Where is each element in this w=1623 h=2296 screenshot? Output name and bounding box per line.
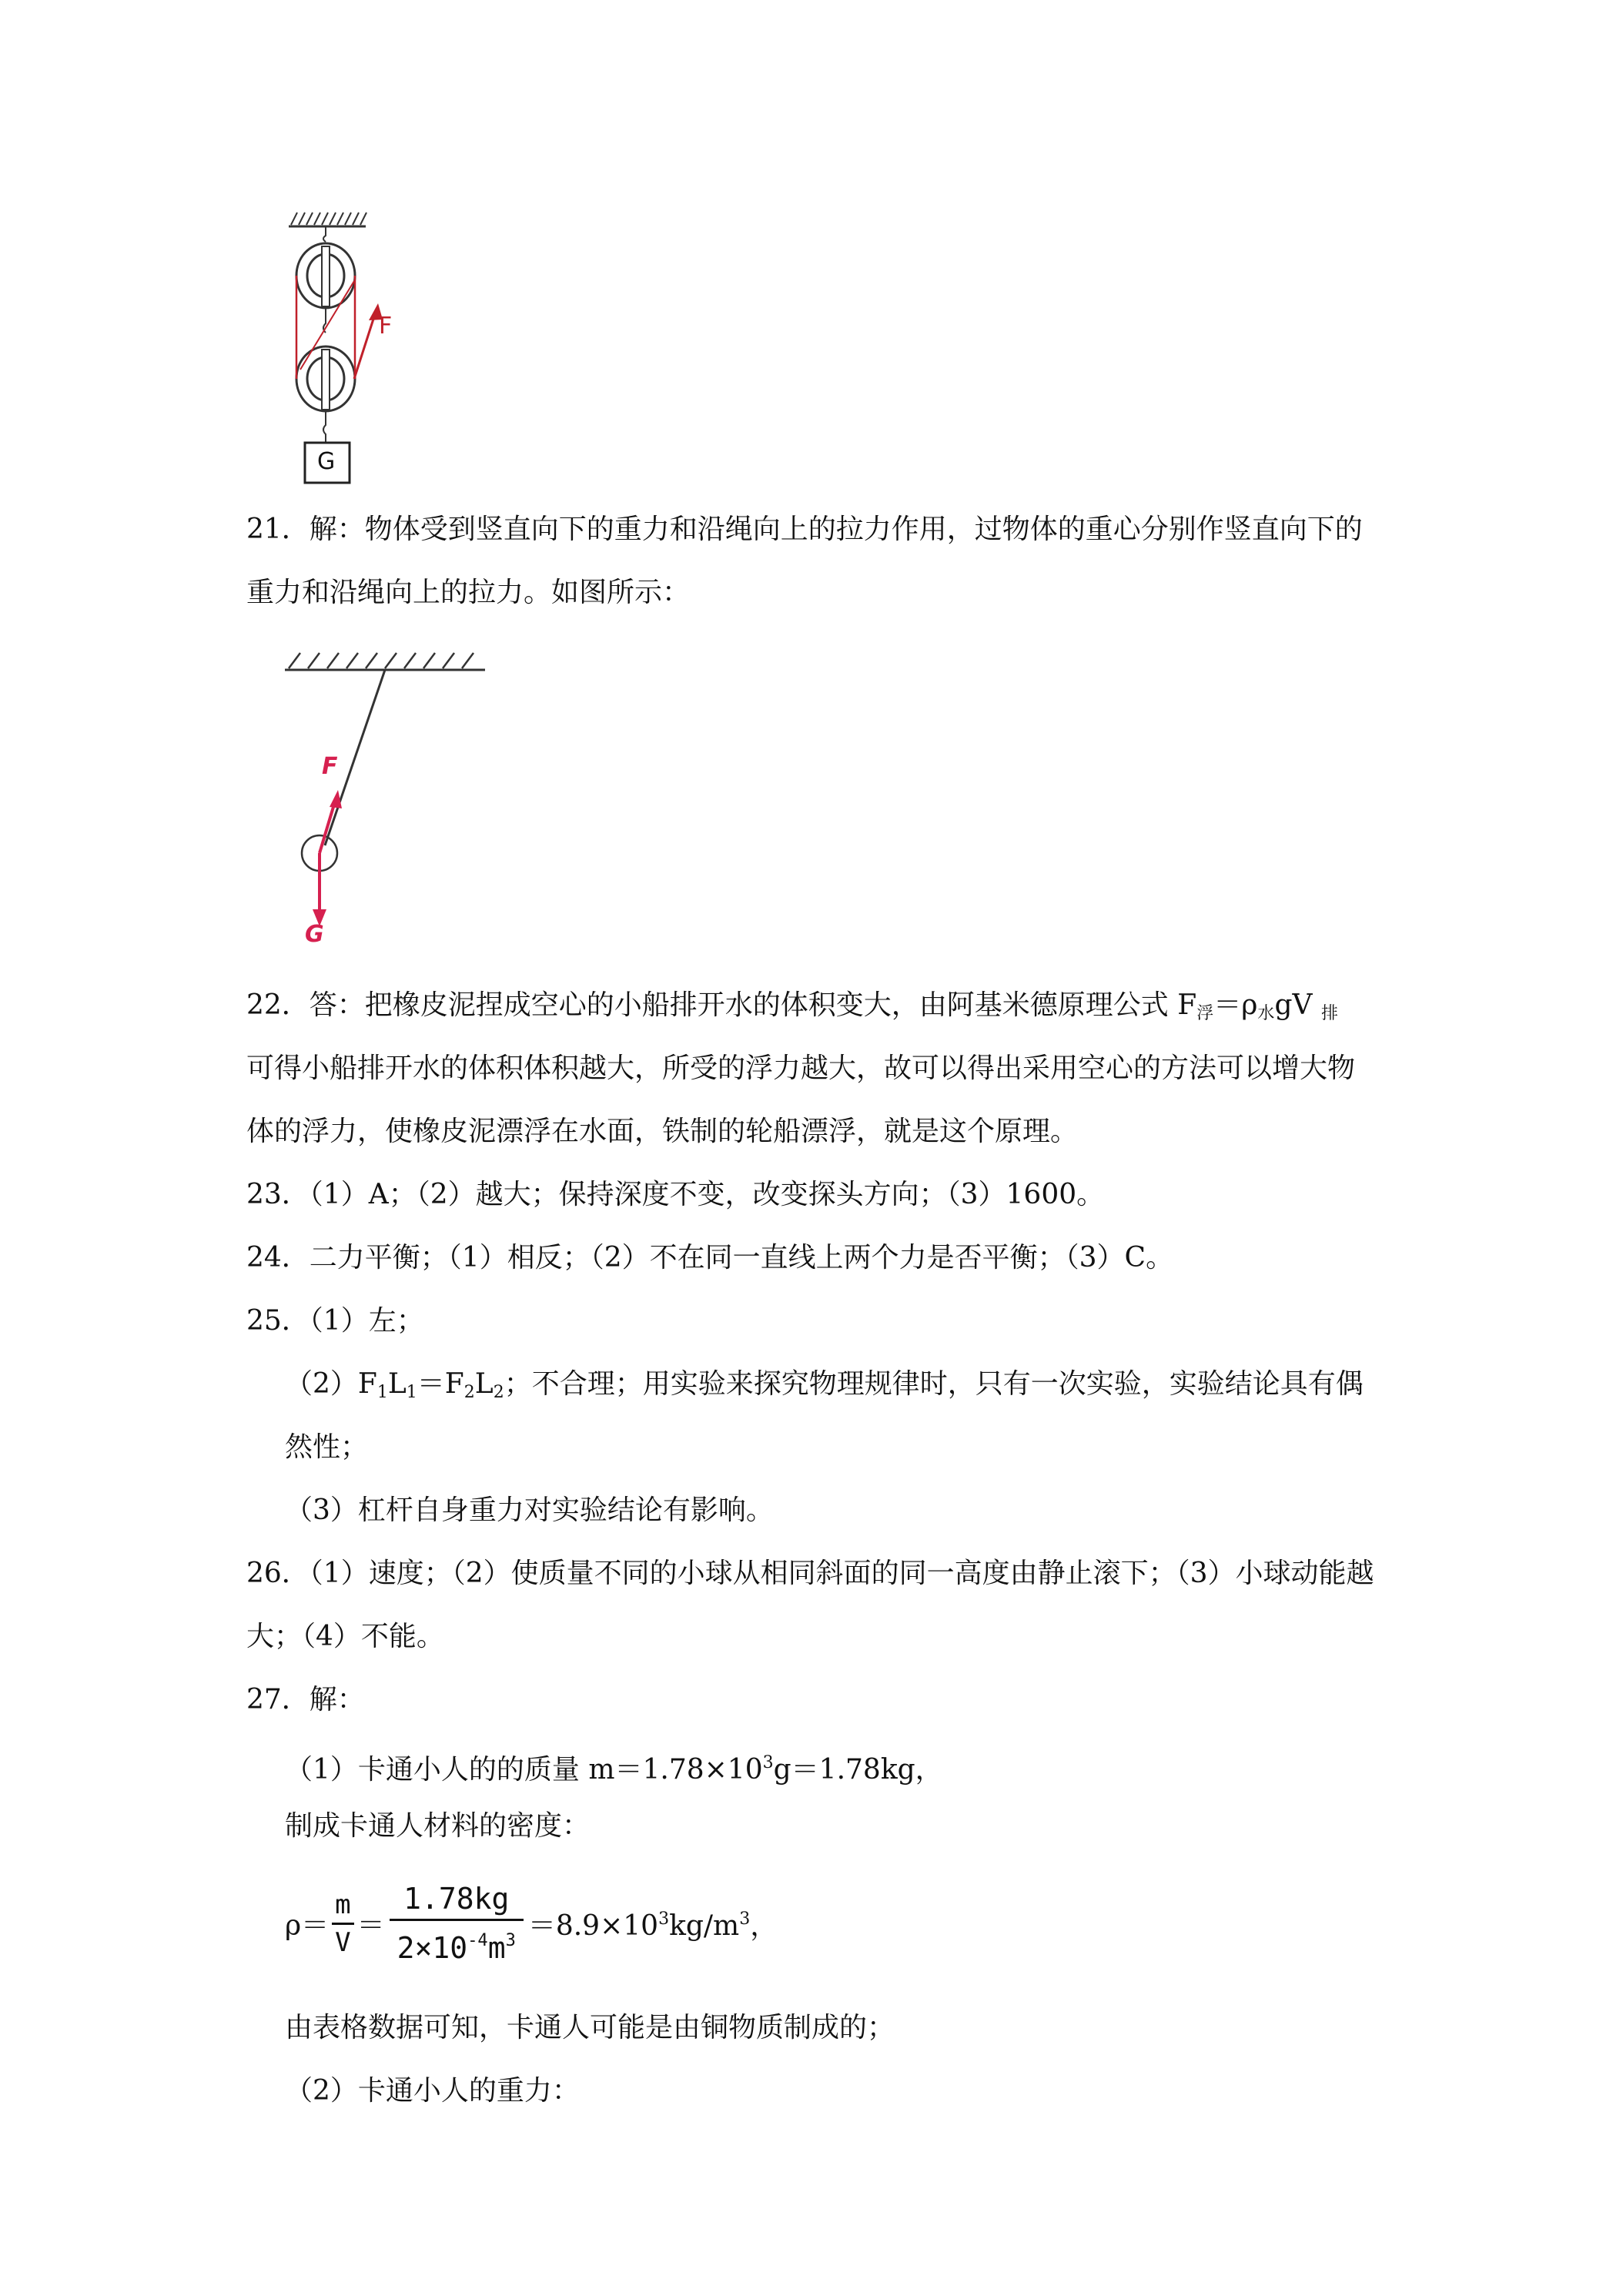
- formula-den-exp: -4: [467, 1931, 488, 1950]
- q27-line6: （2）卡通小人的重力：: [285, 2075, 580, 2107]
- q25-line2: [285, 1366, 1364, 1411]
- formula-den-m: m: [487, 1931, 506, 1965]
- q27-mass-unit: g＝1.78kg，: [773, 1754, 943, 1786]
- q27-line1: 27．解：: [246, 1684, 365, 1715]
- q22-eq: ＝ρ: [1213, 989, 1258, 1021]
- formula-denominator: [390, 1921, 524, 1968]
- formula-result-exp: 3: [658, 1909, 670, 1929]
- formula-result-post: ，: [750, 1909, 778, 1942]
- formula-numerator: 1.78kg: [390, 1879, 524, 1921]
- pulley-figure: [277, 208, 439, 493]
- pendulum-weight-label: G: [305, 921, 324, 948]
- q22-sub-water: 水: [1257, 1004, 1275, 1023]
- q26-line1: 26．（1）速度；（2）使质量不同的小球从相同斜面的同一高度由静止滚下；（3）小球动能越: [246, 1558, 1374, 1589]
- q25-line2-text: ；不合理；用实验来探究物理规律时，只有一次实验，实验结论具有偶: [504, 1368, 1364, 1400]
- q21-line2: 重力和沿绳向上的拉力。如图所示：: [246, 577, 691, 608]
- formula-eq: ＝: [356, 1909, 385, 1942]
- formula-result: [528, 1910, 778, 1942]
- q25-line1: 25．（1）左；: [246, 1305, 424, 1337]
- formula-rho: ρ＝: [285, 1909, 330, 1942]
- q25-sub4: 2: [493, 1383, 504, 1402]
- q22-sub-float: 浮: [1196, 1004, 1214, 1023]
- q22-line1: [246, 987, 1338, 1033]
- q25-sub2: 1: [406, 1383, 417, 1402]
- q25-line3: 然性；: [285, 1431, 369, 1463]
- q25-line4: （3）杠杆自身重力对实验结论有影响。: [285, 1494, 774, 1526]
- q21-line1: 21．解：物体受到竖直向下的重力和沿绳向上的拉力作用，过物体的重心分别作竖直向下的: [246, 514, 1363, 545]
- formula-big-fraction: [390, 1879, 524, 1968]
- formula-result-exp2: 3: [739, 1909, 751, 1929]
- q25-f1: （2）F: [285, 1368, 377, 1400]
- formula-m: m: [332, 1887, 353, 1925]
- q27-line3: 制成卡通人材料的密度：: [285, 1810, 591, 1842]
- q25-l2: L: [474, 1368, 494, 1400]
- formula-result-unit: kg/m: [669, 1909, 740, 1942]
- formula-small-fraction: [332, 1887, 353, 1960]
- q22-line1-text: 22．答：把橡皮泥捏成空心的小船排开水的体积变大，由阿基米德原理公式 F: [246, 989, 1197, 1021]
- pulley-force-label: F: [379, 313, 393, 340]
- q27-mass-exp: 3: [762, 1753, 774, 1772]
- q27-line2: [285, 1745, 943, 1789]
- q22-gv: gV: [1274, 989, 1313, 1021]
- density-formula: [285, 1879, 778, 1968]
- q23-line: 23．（1）A；（2）越大；保持深度不变，改变探头方向；（3）1600。: [246, 1179, 1105, 1210]
- q27-line5: 由表格数据可知，卡通人可能是由铜物质制成的；: [285, 2012, 895, 2043]
- pulley-weight-label: G: [317, 448, 336, 475]
- pendulum-force-label: F: [322, 753, 338, 780]
- q22-sub-displaced: 排: [1320, 1004, 1338, 1023]
- q25-sub3: 2: [463, 1383, 475, 1402]
- q27-mass-text: （1）卡通小人的的质量 m＝1.78×10: [285, 1754, 763, 1786]
- q25-l1: L: [387, 1368, 407, 1400]
- q24-line: 24．二力平衡；（1）相反；（2）不在同一直线上两个力是否平衡；（3）C。: [246, 1242, 1174, 1274]
- formula-v: V: [335, 1926, 351, 1958]
- q22-line2: 可得小船排开水的体积体积越大，所受的浮力越大，故可以得出采用空心的方法可以增大物: [246, 1053, 1356, 1084]
- q26-line2: 大；（4）不能。: [246, 1621, 444, 1652]
- formula-den-exp2: 3: [505, 1931, 516, 1950]
- formula-result-pre: ＝8.9×10: [527, 1909, 659, 1942]
- pendulum-figure: [277, 639, 500, 962]
- q25-sub1: 1: [376, 1383, 388, 1402]
- q22-line3: 体的浮力，使橡皮泥漂浮在水面，铁制的轮船漂浮，就是这个原理。: [246, 1116, 1079, 1147]
- formula-den-a: 2×10: [397, 1931, 468, 1965]
- q25-f2: ＝F: [417, 1368, 464, 1400]
